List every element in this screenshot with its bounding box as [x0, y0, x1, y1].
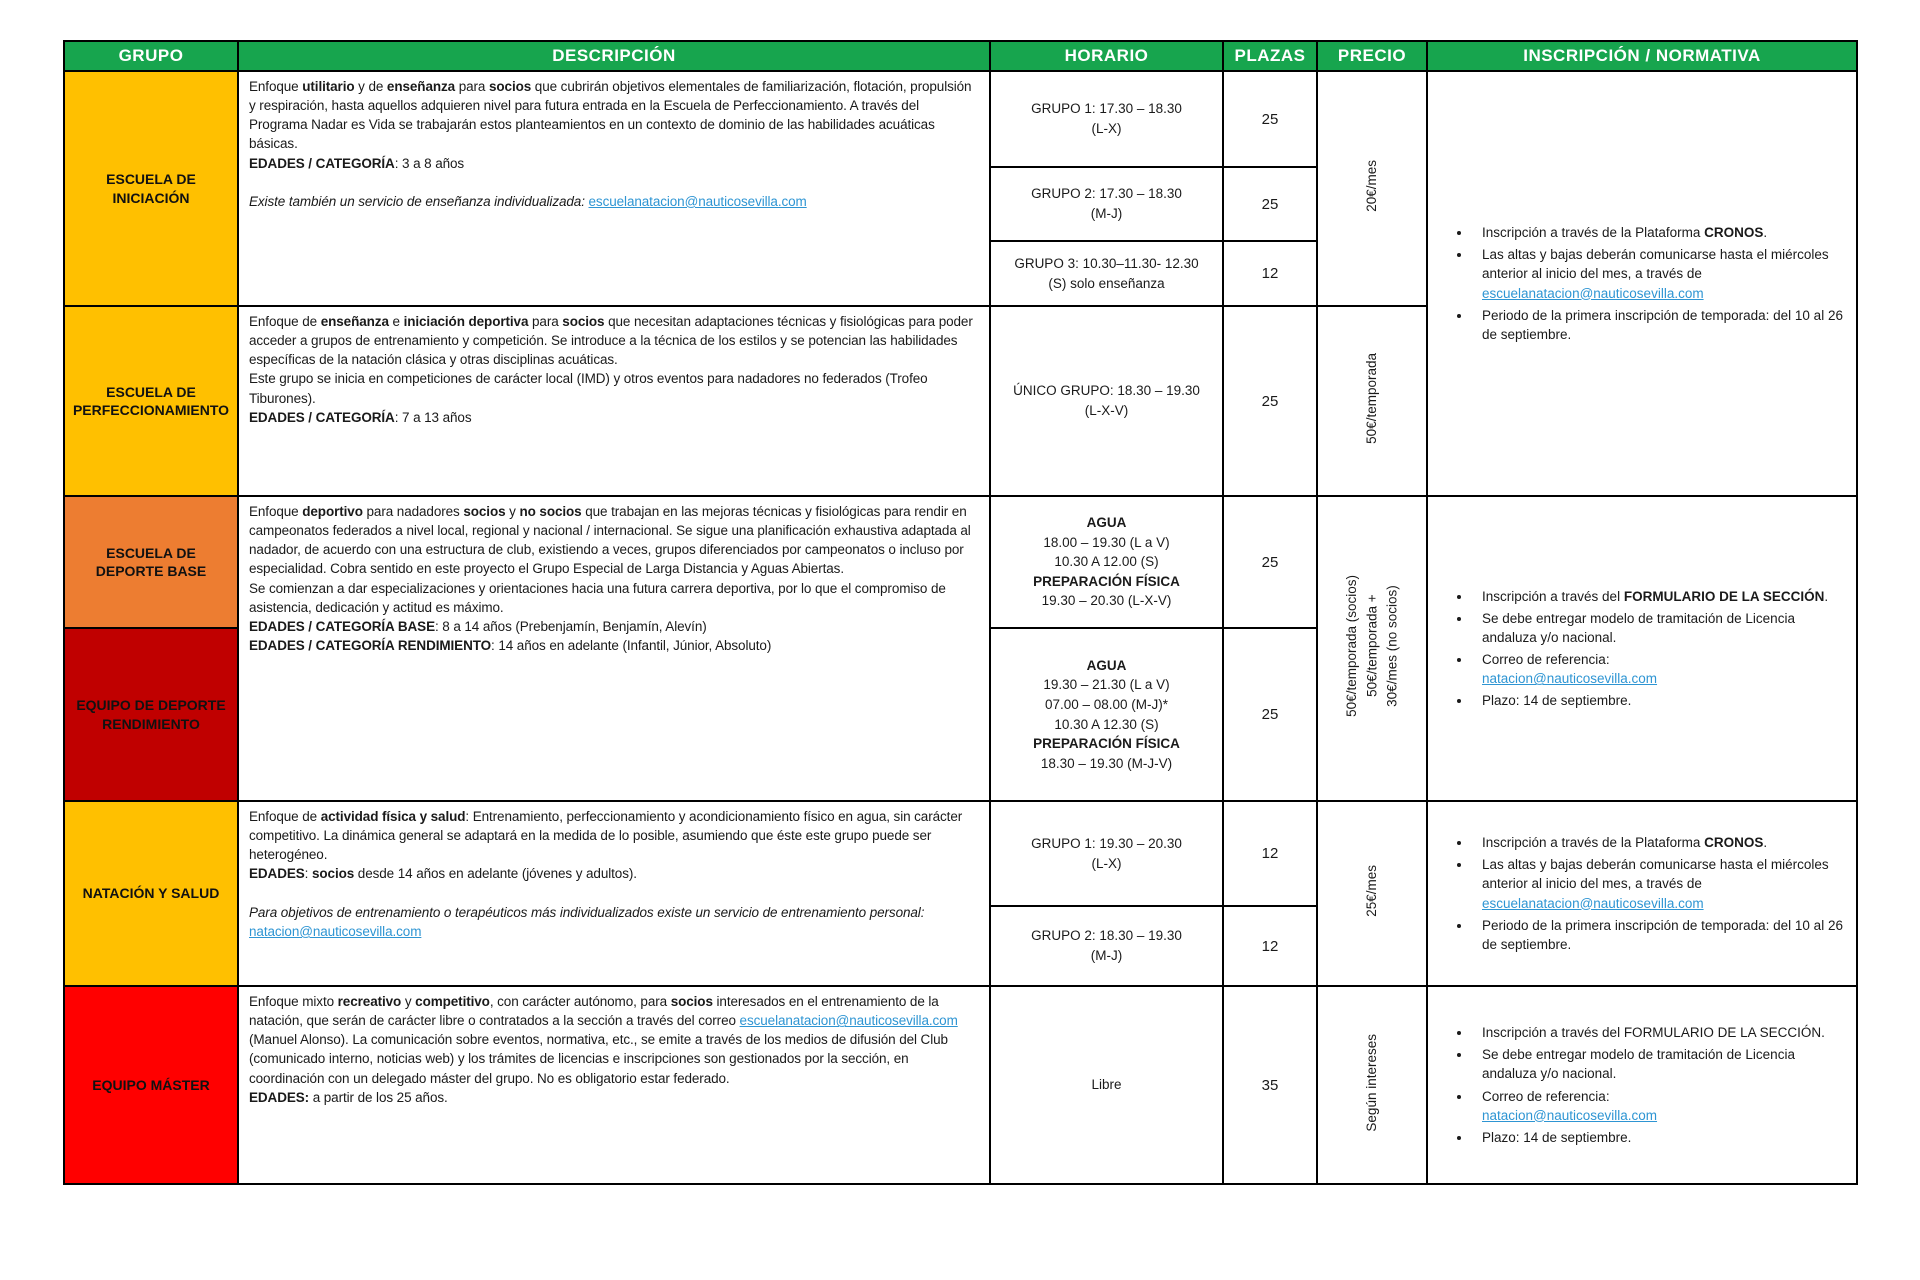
bullet-item: • Se debe entregar modelo de tramitación de Licencia andaluza y/o nacional. — [1472, 1045, 1846, 1083]
horario-perfeccionamiento: ÚNICO GRUPO: 18.30 – 19.30 (L-X-V) — [990, 306, 1223, 496]
plazas-salud-grupo2: 12 — [1223, 906, 1317, 986]
horario-iniciacion-grupo2: GRUPO 2: 17.30 – 18.30 (M-J) — [990, 167, 1223, 241]
email-link[interactable]: escuelanatacion@nauticosevilla.com — [588, 193, 807, 209]
bullet-item: • Las altas y bajas deberán comunicarse hasta el miércoles anterior al inicio del mes, a través de escuelanatacion@nauticosevilla.com — [1472, 245, 1846, 302]
email-link[interactable]: escuelanatacion@nauticosevilla.com — [1482, 895, 1704, 911]
plazas-rendimiento: 25 — [1223, 628, 1317, 801]
bullet-item: • Correo de referencia: natacion@nauticosevilla.com — [1472, 1087, 1846, 1125]
precio-base-rendimiento — [1317, 496, 1427, 801]
precio-base-rendimiento-text: 50€/temporada (socios) 50€/temporada + 30€/mes (no socios) — [1343, 575, 1400, 717]
swimming-groups-table — [63, 40, 1858, 1185]
header-precio: PRECIO — [1317, 41, 1427, 71]
plazas-perfeccionamiento: 25 — [1223, 306, 1317, 496]
plazas-iniciacion-grupo1: 25 — [1223, 71, 1317, 167]
group-cell-escuela-perfeccionamiento: ESCUELA DE PERFECCIONAMIENTO — [64, 306, 238, 496]
precio-salud-text: 25€/mes — [1363, 865, 1379, 917]
inscripcion-bullet-list — [1438, 1023, 1846, 1147]
horario-iniciacion-grupo3: GRUPO 3: 10.30–11.30- 12.30 (S) solo enseñanza — [990, 241, 1223, 306]
row-iniciacion-g1 — [64, 71, 1857, 167]
header-row — [64, 41, 1857, 71]
group-cell-natacion-salud: NATACIÓN Y SALUD — [64, 801, 238, 986]
horario-salud-grupo2: GRUPO 2: 18.30 – 19.30 (M-J) — [990, 906, 1223, 986]
precio-perfeccionamiento-text: 50€/temporada — [1363, 353, 1379, 444]
plazas-master: 35 — [1223, 986, 1317, 1184]
header-inscripcion: INSCRIPCIÓN / NORMATIVA — [1427, 41, 1857, 71]
description-perfeccionamiento: Enfoque de enseñanza e iniciación deportiva para socios que necesitan adaptaciones técnicas y fisiológicas para poder acceder a grupos de entrenamiento y competición. Se introduce a la técnica de los estilos y se potencian las habilidades específicas de la natación clásica y otras disciplinas acuáticas. Este grupo se inicia en competiciones de carácter local (IMD) y otros eventos para nadadores no federados (Trofeo Tiburones). EDADES / CATEGORÍA: 7 a 13 años — [238, 306, 990, 496]
row-master — [64, 986, 1857, 1184]
header-plazas: PLAZAS — [1223, 41, 1317, 71]
bullet-item: • Plazo: 14 de septiembre. — [1472, 1128, 1846, 1147]
inscripcion-formulario-top — [1427, 496, 1857, 801]
group-cell-equipo-master: EQUIPO MÁSTER — [64, 986, 238, 1184]
header-horario: HORARIO — [990, 41, 1223, 71]
description-iniciacion: Enfoque utilitario y de enseñanza para socios que cubrirán objetivos elementales de familiarización, flotación, propulsión y respiración, hasta aquellos adquieren nivel para futura entrada en la Escuela de Perfeccionamiento. A través del Programa Nadar es Vida se trabajarán estos planteamientos en un contexto de dominio de las habilidades acuáticas básicas. EDADES / CATEGORÍA: 3 a 8 años Existe también un servicio de enseñanza individualizada: escuelanatacion@nauticosevilla.com — [238, 71, 990, 306]
precio-iniciacion — [1317, 71, 1427, 306]
precio-perfeccionamiento — [1317, 306, 1427, 496]
inscripcion-bullet-list — [1438, 587, 1846, 711]
inscripcion-cronos-top — [1427, 71, 1857, 496]
plazas-salud-grupo1: 12 — [1223, 801, 1317, 906]
bullet-item: • Inscripción a través de la Plataforma CRONOS. — [1472, 833, 1846, 852]
bullet-item: • Plazo: 14 de septiembre. — [1472, 691, 1846, 710]
group-cell-deporte-base: ESCUELA DE DEPORTE BASE — [64, 496, 238, 628]
bullet-item: • Se debe entregar modelo de tramitación de Licencia andaluza y/o nacional. — [1472, 609, 1846, 647]
bullet-item: • Correo de referencia: natacion@nauticosevilla.com — [1472, 650, 1846, 688]
inscripcion-bullet-list — [1438, 223, 1846, 344]
bullet-item: • Inscripción a través del FORMULARIO DE LA SECCIÓN. — [1472, 587, 1846, 606]
email-link[interactable]: escuelanatacion@nauticosevilla.com — [739, 1013, 958, 1029]
plazas-deporte-base: 25 — [1223, 496, 1317, 628]
horario-deporte-base: AGUA 18.00 – 19.30 (L a V) 10.30 A 12.00 (S) PREPARACIÓN FÍSICA 19.30 – 20.30 (L-X-V) — [990, 496, 1223, 628]
bullet-item: • Las altas y bajas deberán comunicarse hasta el miércoles anterior al inicio del mes, a través de escuelanatacion@nauticosevilla.com — [1472, 855, 1846, 912]
precio-master-text: Según intereses — [1363, 1033, 1379, 1132]
header-grupo: GRUPO — [64, 41, 238, 71]
bullet-item: • Inscripción a través del FORMULARIO DE LA SECCIÓN. — [1472, 1023, 1846, 1042]
horario-salud-grupo1: GRUPO 1: 19.30 – 20.30 (L-X) — [990, 801, 1223, 906]
plazas-iniciacion-grupo2: 25 — [1223, 167, 1317, 241]
group-cell-escuela-iniciacion: ESCUELA DE INICIACIÓN — [64, 71, 238, 306]
email-link[interactable]: natacion@nauticosevilla.com — [249, 923, 422, 939]
inscripcion-bullet-list — [1438, 833, 1846, 954]
horario-master: Libre — [990, 986, 1223, 1184]
inscripcion-cronos-bottom — [1427, 801, 1857, 986]
group-cell-rendimiento: EQUIPO DE DEPORTE RENDIMIENTO — [64, 628, 238, 801]
description-base-rendimiento: Enfoque deportivo para nadadores socios y no socios que trabajan en las mejoras técnicas y fisiológicas para rendir en campeonatos federados a nivel local, regional y nacional / internacional. Se sigue una planificación exhaustiva adaptada al nadador, de acuerdo con una estructura de club, existiendo a veces, grupos diferenciados por campeonatos o incluso por especialidad. Cobra sentido en este proyecto el Grupo Especial de Larga Distancia y Aguas Abiertas. Se comienzan a dar especializaciones y orientaciones hacia una futura carrera deportiva, por lo que el compromiso de asistencia, dedicación y actitud es máximo. EDADES / CATEGORÍA BASE: 8 a 14 años (Prebenjamín, Benjamín, Alevín) EDADES / CATEGORÍA RENDIMIENTO: 14 años en adelante (Infantil, Júnior, Absoluto) — [238, 496, 990, 801]
email-link[interactable]: natacion@nauticosevilla.com — [1482, 671, 1658, 687]
plazas-iniciacion-grupo3: 12 — [1223, 241, 1317, 306]
email-link[interactable]: natacion@nauticosevilla.com — [1482, 1107, 1658, 1123]
inscripcion-formulario-bottom — [1427, 986, 1857, 1184]
email-link[interactable]: escuelanatacion@nauticosevilla.com — [1482, 285, 1704, 301]
header-descripcion: DESCRIPCIÓN — [238, 41, 990, 71]
precio-iniciacion-text: 20€/mes — [1363, 160, 1379, 212]
row-deporte-base — [64, 496, 1857, 628]
description-salud: Enfoque de actividad física y salud: Entrenamiento, perfeccionamiento y acondicionamiento físico en agua, sin carácter competitivo. La dinámica general se adaptará en la medida de lo posible, asumiendo que éste este grupo puede ser heterogéneo. EDADES: socios desde 14 años en adelante (jóvenes y adultos). Para objetivos de entrenamiento o terapéuticos más individualizados existe un servicio de entrenamiento personal: natacion@nauticosevilla.com — [238, 801, 990, 986]
horario-rendimiento: AGUA 19.30 – 21.30 (L a V) 07.00 – 08.00 (M-J)* 10.30 A 12.30 (S) PREPARACIÓN FÍSICA 18.30 – 19.30 (M-J-V) — [990, 628, 1223, 801]
horario-iniciacion-grupo1: GRUPO 1: 17.30 – 18.30 (L-X) — [990, 71, 1223, 167]
precio-salud — [1317, 801, 1427, 986]
bullet-item: • Periodo de la primera inscripción de temporada: del 10 al 26 de septiembre. — [1472, 306, 1846, 344]
row-salud-g1 — [64, 801, 1857, 906]
bullet-item: • Inscripción a través de la Plataforma CRONOS. — [1472, 223, 1846, 242]
precio-master — [1317, 986, 1427, 1184]
schedule-table-sheet — [63, 40, 1858, 1185]
bullet-item: • Periodo de la primera inscripción de temporada: del 10 al 26 de septiembre. — [1472, 916, 1846, 954]
description-master: Enfoque mixto recreativo y competitivo, con carácter autónomo, para socios interesados en el entrenamiento de la natación, que serán de carácter libre o contratados a la sección a través del correo escuelanatacion@nauticosevilla.com (Manuel Alonso). La comunicación sobre eventos, normativa, etc., se emite a través de los medios de difusión del Club (comunicado interno, noticias web) y los trámites de licencias e inscripciones son gestionados por la sección, en coordinación con un delegado máster del grupo. No es obligatorio estar federado. EDADES: a partir de los 25 años. — [238, 986, 990, 1184]
